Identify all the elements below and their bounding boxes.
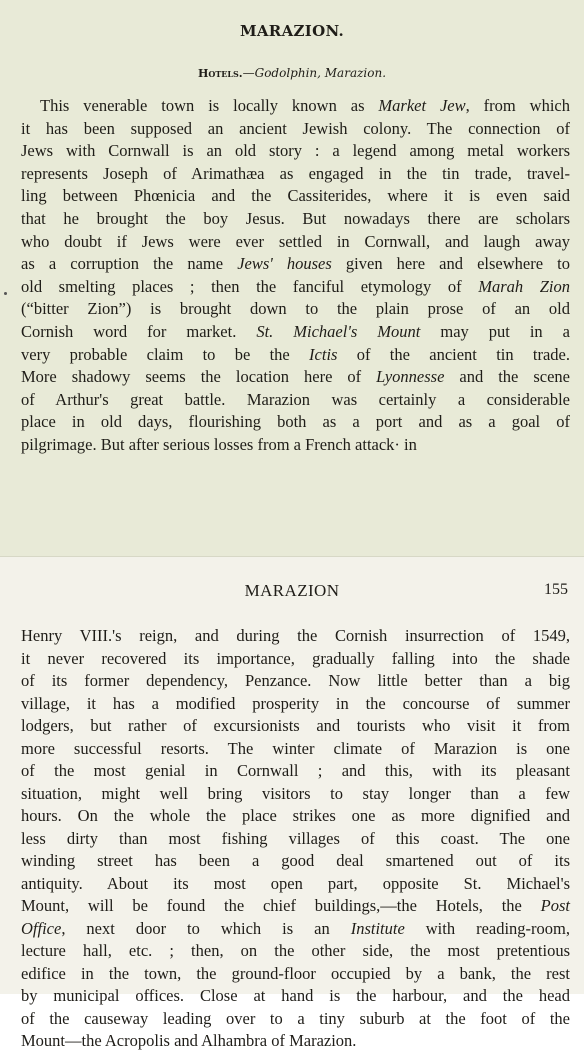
text-line: very probable claim to be the Ictis of the ancient tin trade. bbox=[21, 344, 571, 364]
text-line: lodgers, but rather of excursionists and tourists who visit it from bbox=[21, 716, 570, 735]
text-line: as a corruption the name Jews' houses given here and elsewhere to bbox=[21, 254, 570, 274]
text-line: antiquity. About its most open part, opposite St. Michael's bbox=[21, 873, 570, 893]
text-line: pilgrimage. But after serious losses from a French attack· in bbox=[21, 435, 417, 454]
hotels-label: Hotels. bbox=[197, 67, 243, 80]
text-line: Office, next door to which is an Institute with reading-room, bbox=[21, 918, 570, 938]
text-line: This venerable town is locally known as Market Jew, from which bbox=[40, 96, 570, 115]
text-line: Cornish word for market. St. Michael's Mount may put in a bbox=[21, 322, 570, 341]
text-line: of Arthur's great battle. Marazion was certainly a considerable bbox=[21, 389, 570, 409]
text-line: represents Joseph of Arimathæa as engaged in the tin trade, travel- bbox=[21, 163, 570, 183]
text-line: of the causeway leading over to a tiny suburb at the foot of the bbox=[21, 1008, 570, 1028]
hotels-names: —Godolphin, Marazion. bbox=[242, 66, 387, 80]
text-line: Jews with Cornwall is an old story : a legend among metal workers bbox=[21, 141, 570, 161]
text-line: Mount, will be found the chief buildings,—the Hotels, the Post bbox=[21, 896, 570, 915]
text-line: it has been supposed an ancient Jewish colony. The connection of bbox=[21, 118, 570, 138]
text-line: More shadowy seems the location here of Lyonnesse and the scene bbox=[21, 367, 570, 387]
text-line: edifice in the town, the ground-floor occupied by a bank, the rest bbox=[21, 963, 570, 983]
text-line: situation, might well bring visitors to stay longer than a few bbox=[21, 783, 570, 803]
text-line: of the most genial in Cornwall ; and this, with its pleasant bbox=[21, 761, 570, 780]
margin-mark bbox=[4, 292, 7, 295]
text-line: ling between Phœnicia and the Cassiterides, where it is even said bbox=[21, 186, 570, 206]
text-line: hours. On the whole the place strikes one as more dignified and bbox=[21, 806, 570, 825]
page-number: 155 bbox=[544, 581, 568, 598]
text-line: of its former dependency, Penzance. Now little better than a big bbox=[21, 671, 570, 690]
running-head: MARAZION bbox=[244, 581, 340, 600]
text-line: winding street has been a good deal smartened out of its bbox=[21, 851, 570, 870]
text-line: (“bitter Zion”) is brought down to the plain prose of an old bbox=[21, 299, 570, 319]
text-line: Henry VIII.'s reign, and during the Cornish insurrection of 1549, bbox=[21, 626, 570, 645]
text-line: Mount—the Acropolis and Alhambra of Marazion. bbox=[21, 1031, 357, 1050]
text-line: more successful resorts. The winter climate of Marazion is one bbox=[21, 738, 570, 758]
text-line: who doubt if Jews were ever settled in Cornwall, and laugh away bbox=[21, 231, 570, 251]
text-line: village, it has a modified prosperity in the concourse of summer bbox=[21, 693, 570, 713]
page-bottom bbox=[0, 557, 584, 1050]
text-line: it never recovered its importance, gradually falling into the shade bbox=[21, 648, 570, 668]
text-line: less dirty than most fishing villages of this coast. The one bbox=[21, 828, 570, 848]
text-line: place in old days, flourishing both as a port and as a goal of bbox=[21, 412, 570, 432]
text-line: old smelting places ; then the fanciful etymology of Marah Zion bbox=[21, 276, 570, 296]
page-title: MARAZION. bbox=[239, 22, 345, 40]
hotels-line bbox=[0, 66, 584, 80]
text-line: by municipal offices. Close at hand is the harbour, and the head bbox=[21, 986, 570, 1005]
text-line: that he brought the boy Jesus. But nowadays there are scholars bbox=[21, 209, 570, 228]
text-line: lecture hall, etc. ; then, on the other side, the most pretentious bbox=[21, 941, 570, 960]
